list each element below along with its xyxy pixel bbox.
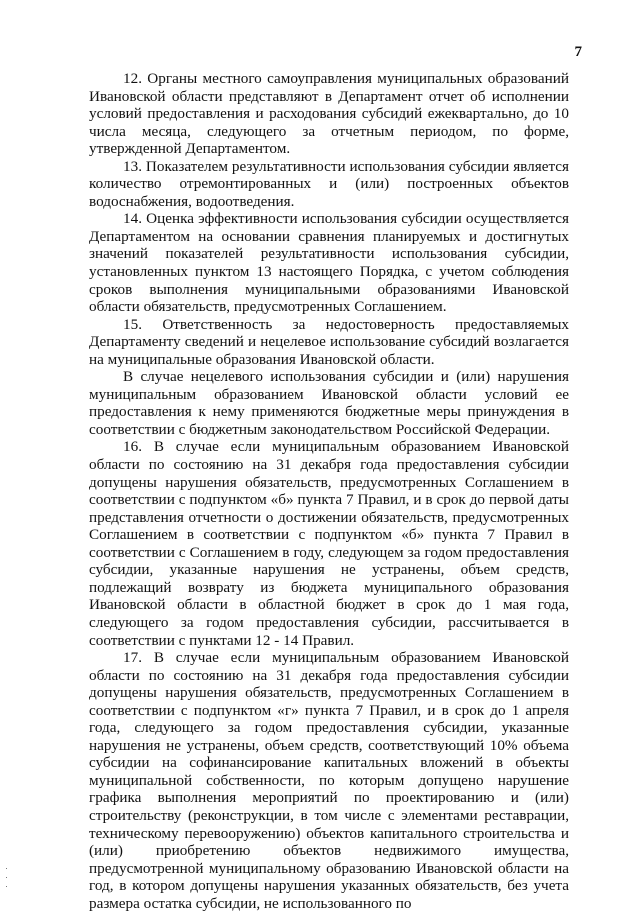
scan-dot (6, 877, 7, 878)
paragraph-17: 17. В случае если муниципальным образованием Ивановской области по состоянию на 31 декабря года предоставления субсидии допущены нарушения обязательств, предусмотренных Соглашением в соответствии с подпунктом «г» пункта 7 Правил, и в срок до 1 апреля года, следующего за годом предоставления субсидии, указанные нарушения не устранены, объем средств, соответствующий 10% объема субсидии на софинансирование капитальных вложений в объекты муниципальной собственности, по которым допущено нарушение графика выполнения мероприятий по проектированию и (или) строительству (реконструкции, в том числе с элементами реставрации, техническому перевооружению) объектов капитального строительства и (или) приобретению объектов недвижимого имущества, предусмотренной муниципальному образованию Ивановской области на год, в котором допущены нарушения указанных обязательств, без учета размера остатка субсидии, не использованного по (89, 649, 569, 912)
scan-margin-marks (5, 868, 8, 898)
paragraph-14: 14. Оценка эффективности использования субсидии осуществляется Департаментом на основании сравнения планируемых и достигнутых значений показателей результативности использования субсидии, установленных пунктом 13 настоящего Порядка, с учетом соблюдения сроков выполнения муниципальными образованиями Ивановской области обязательств, предусмотренных Соглашением. (89, 210, 569, 316)
paragraph-15: 15. Ответственность за недостоверность предоставляемых Департаменту сведений и нецелевое использование субсидий возлагается на муниципальные образования Ивановской области. (89, 315, 569, 368)
paragraph-13: 13. Показателем результативности использования субсидии является количество отремонтированных и (или) построенных объектов водоснабжения, водоотведения. (89, 157, 569, 210)
scan-dot (6, 886, 7, 887)
scan-dot (6, 868, 7, 869)
document-body (89, 70, 569, 912)
paragraph-16: 16. В случае если муниципальным образованием Ивановской области по состоянию на 31 декабря года предоставления субсидии допущены нарушения обязательств, предусмотренных Соглашением в соответствии с подпунктом «б» пункта 7 Правил, и в срок до первой даты представления отчетности о достижении обязательств, предусмотренных Соглашением в соответствии с подпунктом «б» пункта 7 Правил в соответствии с Соглашением в году, следующем за годом предоставления субсидии, указанные нарушения не устранены, объем средств, подлежащий возврату из бюджета муниципального образования Ивановской области в областной бюджет в срок до 1 мая года, следующего за годом предоставления субсидии, рассчитывается в соответствии с пунктами 12 - 14 Правил. (89, 438, 569, 649)
paragraph-15-continued: В случае нецелевого использования субсидии и (или) нарушения муниципальным образованием Ивановской области условий ее предоставления к нему применяются бюджетные меры принуждения в соответствии с бюджетным законодательством Российской Федерации. (89, 368, 569, 438)
page-number: 7 (574, 44, 582, 60)
paragraph-12: 12. Органы местного самоуправления муниципальных образований Ивановской области представляют в Департамент отчет об исполнении условий предоставления и расходования субсидий ежеквартально, до 10 числа месяца, следующего за отчетным периодом, по форме, утвержденной Департаментом. (89, 70, 569, 158)
